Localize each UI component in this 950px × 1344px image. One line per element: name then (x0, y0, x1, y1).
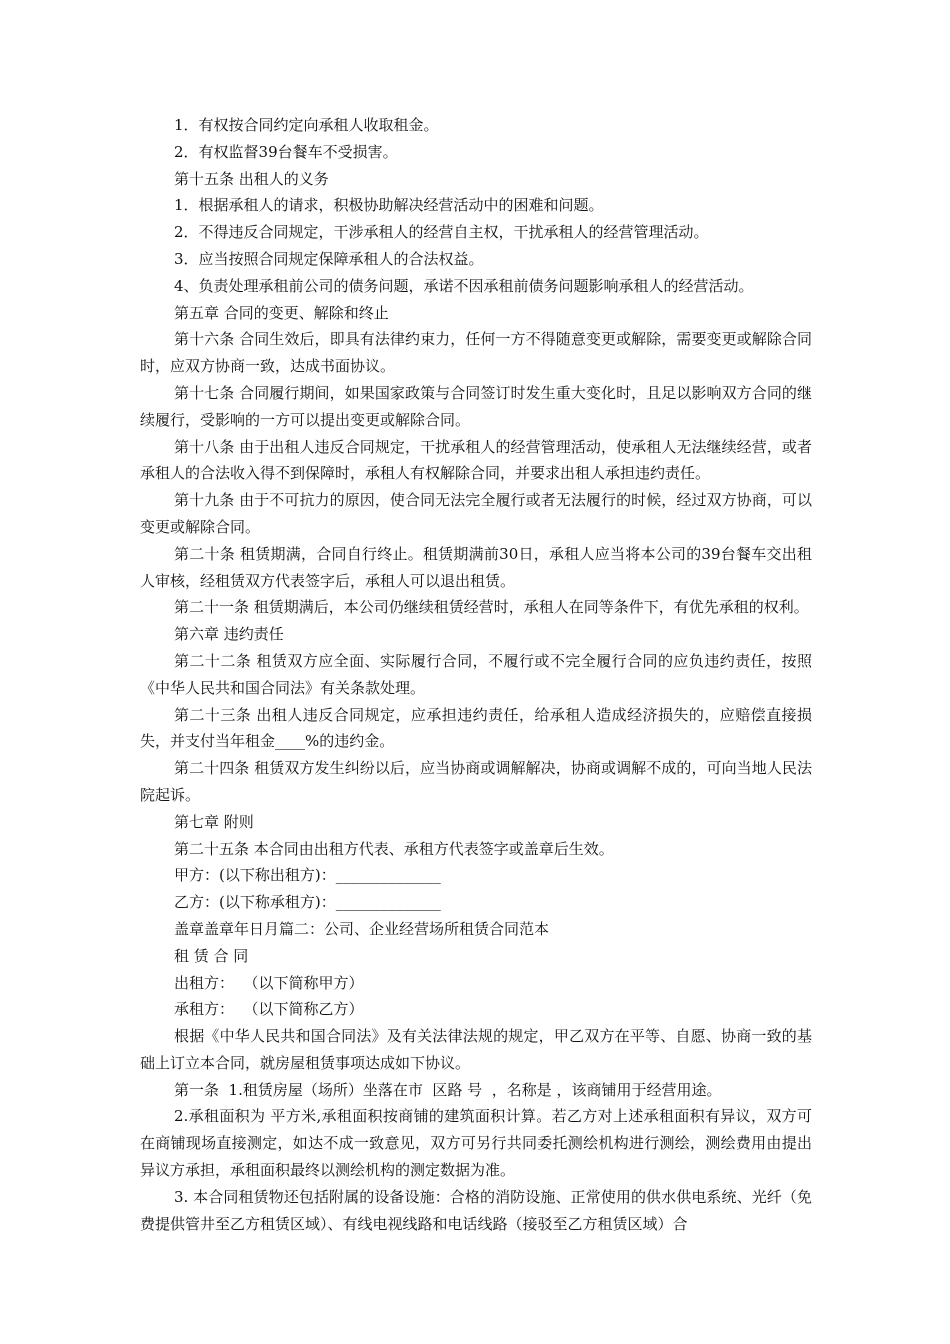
signature-line-party-a: 甲方：(以下称出租方)：______________ (174, 866, 441, 885)
article-paragraph: 第二十一条 租赁期满后，本公司仍继续租赁经营时，承租人在同等条件下，有优先承租的权利。 (174, 598, 809, 617)
chapter-heading: 第六章 违约责任 (174, 625, 284, 644)
clause-paragraph: 1．根据承租人的请求，积极协助解决经营活动中的困难和问题。 (174, 196, 604, 215)
lessee-line: 承租方： （以下简称乙方） (174, 1000, 364, 1019)
preamble-paragraph: 根据《中华人民共和国合同法》及有关法律法规的规定，甲乙双方在平等、自愿、协商一致的基础上订立本合同，就房屋租赁事项达成如下协议。 (140, 1027, 812, 1072)
contract-title: 租 赁 合 同 (174, 946, 249, 965)
document-page (140, 112, 812, 1237)
clause-paragraph: 3．应当按照合同规定保障承租人的合法权益。 (174, 249, 484, 268)
clause-paragraph: 2．不得违反合同规定，干涉承租人的经营自主权，干扰承租人的经营管理活动。 (174, 223, 709, 242)
chapter-heading: 第七章 附则 (174, 812, 254, 831)
clause-paragraph: 2．有权监督39台餐车不受损害。 (174, 142, 398, 161)
article-paragraph: 第二十三条 出租人违反合同规定，应承担违约责任，给承租人造成经济损失的，应赔偿直接损失，并支付当年租金____%的违约金。 (140, 705, 812, 751)
clause-paragraph: 4、负责处理承租前公司的债务问题，承诺不因承租前债务问题影响承租人的经营活动。 (174, 276, 754, 295)
signature-line-party-b: 乙方：(以下称承租方)：______________ (174, 893, 441, 912)
article-paragraph: 3. 本合同租赁物还包括附属的设备设施：合格的消防设施、正常使用的供水供电系统、光纤（免费提供管井至乙方租赁区域）、有线电视线路和电话线路（接驳至乙方租赁区域）合 (140, 1187, 812, 1233)
article-paragraph: 2.承租面积为 平方米,承租面积按商铺的建筑面积计算。若乙方对上述承租面积有异议，双方可在商铺现场直接测定，如达不成一致意见，双方可另行共同委托测绘机构进行测绘，测绘费用由提出异议方承担，承租面积最终以测绘机构的测定数据为准。 (140, 1107, 812, 1180)
article-paragraph: 第二十条 租赁期满，合同自行终止。租赁期满前30日，承租人应当将本公司的39台餐车交出租人审核，经租赁双方代表签字后，承租人可以退出租赁。 (140, 544, 812, 590)
article-paragraph: 第十九条 由于不可抗力的原因，使合同无法完全履行或者无法履行的时候，经过双方协商，可以变更或解除合同。 (140, 491, 812, 536)
article-paragraph: 第十七条 合同履行期间，如果国家政策与合同签订时发生重大变化时，且足以影响双方合同的继续履行，受影响的一方可以提出变更或解除合同。 (140, 383, 812, 429)
article-paragraph: 第二十二条 租赁双方应全面、实际履行合同，不履行或不完全履行合同的应负违约责任，按照《中华人民共和国合同法》有关条款处理。 (140, 651, 812, 697)
section-title-line: 盖章盖章年日月篇二：公司、企业经营场所租赁合同范本 (174, 919, 550, 938)
article-paragraph: 第十六条 合同生效后，即具有法律约束力，任何一方不得随意变更或解除，需要变更或解除合同时，应双方协商一致，达成书面协议。 (140, 330, 812, 376)
article-paragraph: 第二十四条 租赁双方发生纠纷以后，应当协商或调解解决，协商或调解不成的，可向当地人民法院起诉。 (140, 759, 812, 804)
article-paragraph: 第一条 1.租赁房屋（场所）坐落在市 区路 号 ，名称是 ，该商铺用于经营用途。 (174, 1080, 722, 1099)
article-paragraph: 第二十五条 本合同由出租方代表、承租方代表签字或盖章后生效。 (174, 839, 614, 858)
article-paragraph: 第十八条 由于出租人违反合同规定，干扰承租人的经营管理活动，使承租人无法继续经营，或者承租人的合法收入得不到保障时，承租人有权解除合同，并要求出租人承担违约责任。 (140, 437, 812, 483)
article-heading: 第十五条 出租人的义务 (174, 169, 329, 188)
clause-paragraph: 1．有权按合同约定向承租人收取租金。 (174, 116, 439, 134)
lessor-line: 出租方： （以下简称甲方） (174, 973, 364, 992)
chapter-heading: 第五章 合同的变更、解除和终止 (174, 303, 389, 322)
